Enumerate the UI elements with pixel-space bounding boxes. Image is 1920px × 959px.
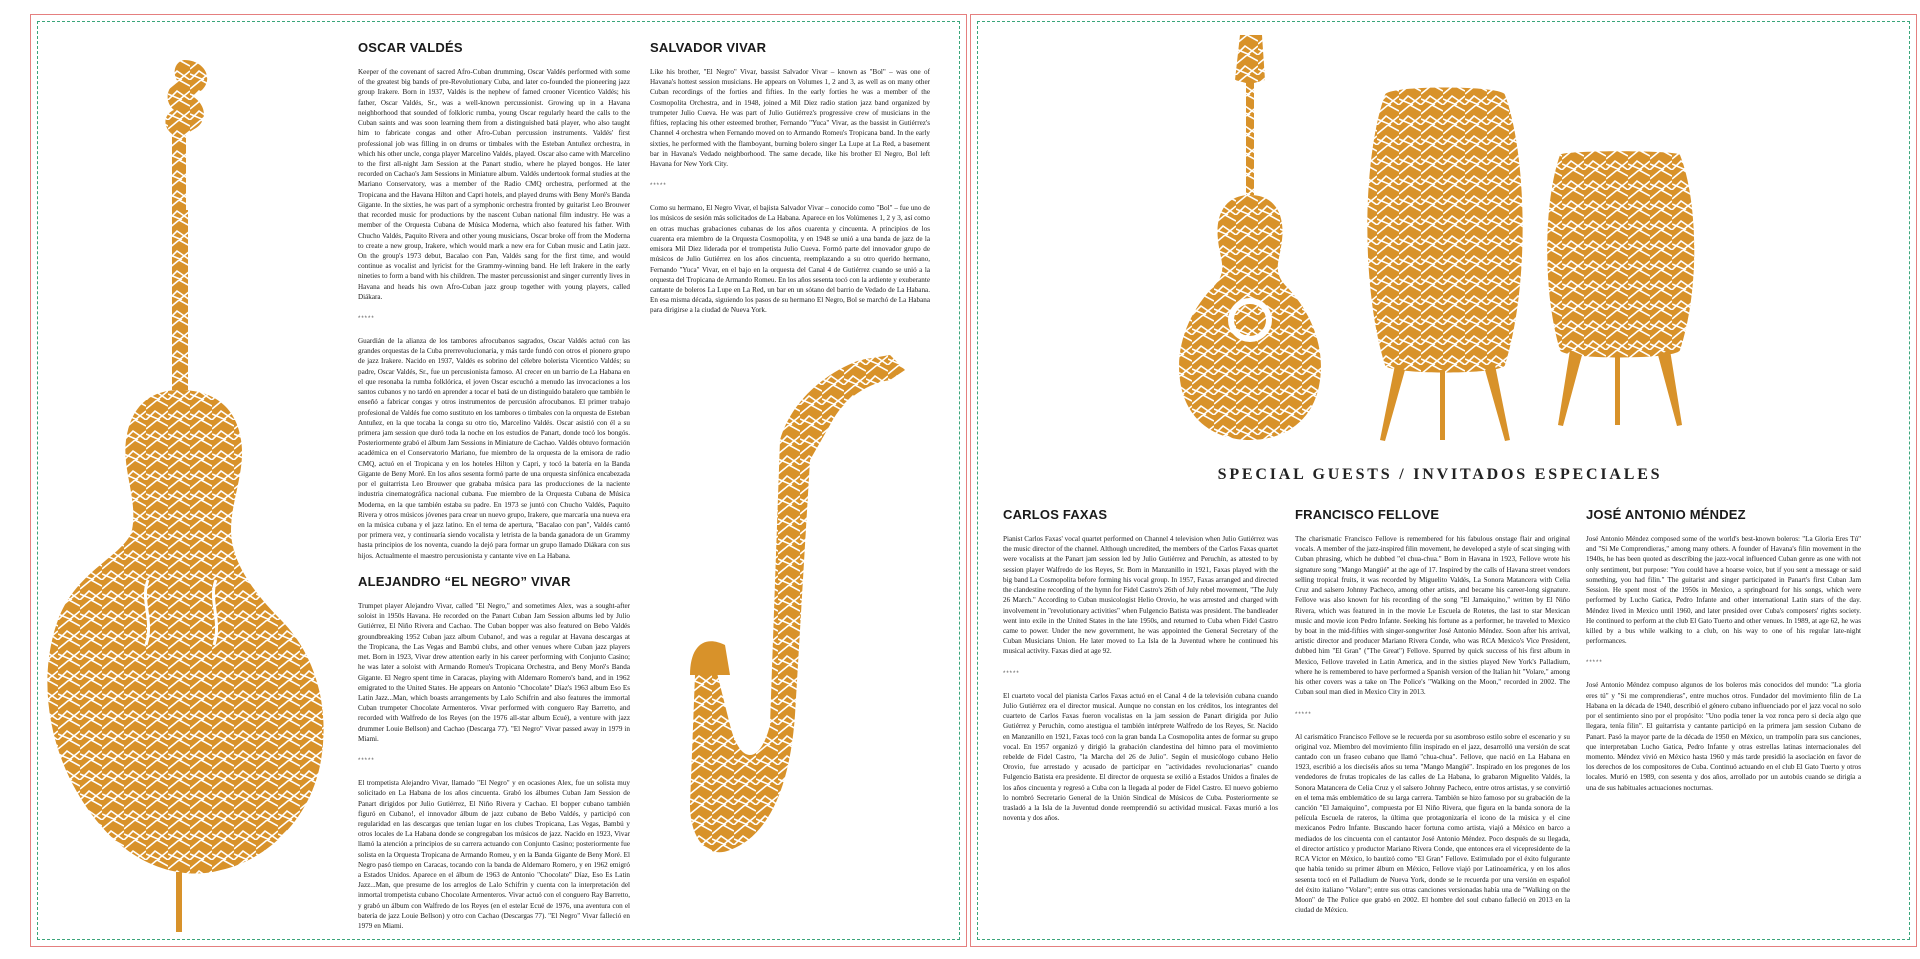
bio-title: OSCAR VALDÉS	[358, 40, 463, 55]
separator: *****	[358, 316, 375, 323]
guitar-icon	[1170, 35, 1330, 445]
separator: *****	[1003, 670, 1020, 677]
saxophone-icon	[690, 345, 915, 865]
bio-text-english: Like his brother, "El Negro" Vivar, bassist Salvador Vivar – known as "Bol" – was one of Havana's hottest session musicians. He appears on Volumes 1, 2 and 3, as well as on many other Cuban recordings of the forties and fifties. In the early forties he was a member of the Cosmopolita Orchestra, and in 1948, joined a Mil Diez radio station jazz band organized by trumpeter Julio Cueva. He was part of Julio Gutiérrez's progressive crew of musicians in the fifties, replacing his other esteemed brother, Fernando "Yuca" Vivar, as the bassist in Gutiérrez's Channel 4 orchestra when Fernando moved on to Armando Romeu's Tropicana band. In the early sixties, he performed with the flamboyant, burning bolero singer La Lupe at La Red, a basement bar in Havana's Vedado neighborhood. The same decade, like his brother El Negro, Bol left Havana for New York City.	[650, 68, 930, 168]
bio-title: FRANCISCO FELLOVE	[1295, 507, 1440, 522]
separator: *****	[1586, 660, 1603, 667]
bio-text-spanish: José Antonio Méndez compuso algunos de los boleros más conocidos del mundo: "La gloria eres tú" y "Si me comprendieras", entre muchos otros. Fundador del movimiento filin de La Habana en la década de 1940, describió el género cubano influenciado por el jazz vocal no solo por el sentimiento sino por el propósito: "Uno podía tener la voz ronca pero si decía algo que llegara, tenía filin". El guitarrista y cantante participó en la primera jam session Cubano de Panart. Pasó la mayor parte de la década de 1950 en México, un trampolín para sus canciones, que interpretaban Lucho Gatica, Pedro Infante y otras estrellas latinas internacionales del momento. Méndez vivió en México hasta 1960 y más tarde presidió la asociación en favor de los derechos de los compositores de Cuba. Continuó actuando en el club El Gato Tuerto y otros locales. Murió en 1989, con sesenta y dos años, arrollado por un autobús cuando se dirigía a una de sus habituales actuaciones nocturnas.	[1586, 681, 1861, 792]
bio-jose-antonio-mendez	[1586, 507, 1861, 793]
bio-text-english: Pianist Carlos Faxas' vocal quartet performed on Channel 4 television when Julio Gutiérrez was the music director of the channel. Although uncredited, the members of the Carlos Faxas quartet were vocalists at the Panart jam session led by Julio Gutiérrez and Peruchín, as attested to by session player Walfredo de los Reyes, Sr. Born in Manzanillo in 1921, Faxas played with the big band La Cosmopolita before forming his vocal group. In 1957, Faxas arranged and directed the clandestine recording of the hymn for Fidel Castro's 26th of July rebel movement, "The July 26 March." According to Cuban musicologist Helio Orovio, he was arrested and charged with involvement in "revolutionary activities" when Fulgencio Batista was president. The bandleader went into exile in the United States in the late 1950s, and returned to Cuba when Fidel Castro came to power. Under the new government, he was appointed the General Secretary of the Cuban Musicians Union. He later moved to La Isla de la Juventud where he continued his musical activity. Faxas died at age 92.	[1003, 535, 1278, 656]
bio-alejandro-vivar	[358, 574, 630, 931]
bio-text-english: José Antonio Méndez composed some of the world's best-known boleros: "La Gloria Eres Tú" and "Si Me Comprendieras," among many others. A founder of Havana's filin movement in the 1940s, he has been quoted as describing the jazz-vocal influenced Cuban genre as one with not only sentiment, but purpose: "You could have a hoarse voice, but if you sent a message or said something, you had filin." The guitarist and singer participated in Panart's first Cuban Jam Session. He spent most of the 1950s in Mexico, a springboard for his songs, which were performed by Lucho Gatica, Pedro Infante and other international Latin stars of the day. Méndez lived in Mexico until 1960, and later presided over Cuba's composers' rights society. He continued to perform at the club El Gato Tuerto and other venues. In 1989, at age 62, he was killed by a bus while walking to a club, on his way to one of his regular late-night performances.	[1586, 535, 1861, 646]
bio-text-english: Keeper of the covenant of sacred Afro-Cuban drumming, Oscar Valdés performed with some of the greatest big bands of pre-Revolutionary Cuba, and later co-founded the pioneering jazz group Irakere. Born in 1937, Valdés is the nephew of famed crooner Vicentico Valdés; his father, Oscar Valdés, Sr., was a well-known percussionist. Growing up in a Havana neighborhood that sounded of folkloric rumba, young Oscar regularly heard the calls to the Cuban saints and was soon learning them from a distinguished batá player, who also taught him to fabricate congas and other Afro-Cuban percussion instruments. Valdés' first professional job was filling in on drums or timbales with the Esteban Antuñez orchestra, in which his other uncle, conga player Marcelino Valdés, played. Oscar also came with Marcelino to the first all-night Jam Session at the Panart studio, where he played bongos. He later recorded on Cachao's Jam Sessions in Miniature album. Valdés undertook formal studies at the Mariano Conservatory, was a member of the Radio CMQ orchestra, performed at the Tropicana and the Havana Hilton and Capri hotels, and played drums with Beny Moré's Banda Gigante. In the sixties, he was part of a symphonic orchestra fronted by guitarist Leo Brouwer that recorded music for productions by the nascent Cuban national film industry. He was a member of the Orquesta Cubana de Música Moderna, which also featured his father. With Chucho Valdés, Paquito Rivera and other young musicians, Oscar broke off from the Moderna to create a new group, Irakere, which would mark a new era for Cuban music and Latin jazz. On the group's 1973 debut, Bacalao con Pan, Valdés sang for the first time, and would continue as vocalist and lyricist for the Grammy-winning band. He left Irakere in the early nineties to form a band with his children. The master percussionist and singer currently lives in Havana and heads his own Afro-Cuban jazz group together with young players, called Diákara.	[358, 68, 630, 301]
separator: *****	[358, 758, 375, 765]
separator: *****	[1295, 711, 1312, 718]
bio-text-spanish: Guardián de la alianza de los tambores afrocubanos sagrados, Oscar Valdés actuó con las grandes orquestas de la Cuba prerrevolucionaria, y más tarde fundó con otros el pionero grupo de jazz Irakere. Nacido en 1937, Valdés es sobrino del célebre bolerista Vicentico Valdés; su padre, Oscar Valdés, Sr., fue un percusionista famoso. Al crecer en un barrio de La Habana en el que resonaba la rumba folklórica, el joven Oscar escuchó a menudo las invocaciones a los santos cubanos y no tardó en aprender a tocar el batá de un distinguido batalero que también le enseñó a fabricar congas y otros instrumentos de percusión afrocubanos. El primer trabajo profesional de Valdés fue como sustituto en los tambores o timbales con la orquesta de Esteban Antuñez, en la que tocaba la conga su otro tío, Marcelino Valdés. Oscar asistió con él a su primera jam session que duró toda la noche en los estudios de Panart, donde tocó los bongós. Posteriormente grabó el álbum Jam Sessions in Miniature de Cachao. Valdés obtuvo formación académica en el Conservatorio Mariano, fue miembro de la orquesta de la emisora de radio CMQ, actuó en el Tropicana y en los hoteles Hilton y Capri, y tocó la batería en la Banda Gigante de Beny Moré. En los años sesenta formó parte de una orquesta sinfónica encabezada por el guitarrista Leo Brouwer que grababa música para las producciones de la naciente industria cinematográfica nacional cubana. Fue miembro de la Orquesta Cubana de Música Moderna, en la que también estaba su padre. En 1973 se juntó con Chucho Valdés, Paquito Rivera y otros músicos jóvenes para crear un nuevo grupo, Irakere, que marcaría una nueva era en la música cubana y el jazz latino. En el tema de apertura, "Bacalao con pan", Valdés cantó por primera vez, y continuaría siendo vocalista y letrista de la banda ganadora de un Grammy hasta principios de los noventa, cuando la dejó para formar un grupo llamado Diákara con sus hijos. Actualmente el maestro percusionista y cantante vive en La Habana.	[358, 337, 630, 560]
conga-drum-right-icon	[1540, 150, 1700, 430]
bio-text-spanish: Al carismático Francisco Fellove se le recuerda por su asombroso estilo sobre el escenario y su original voz. Miembro del movimiento filin inspirado en el jazz, desarrolló una versión de scat cantado con un fraseo cubano que llamó "chua-chua". Fellove, que nació en La Habana en 1923, escribió a los dieciséis años su tema "Mango Mangüé". Inspirado en los pregones de los vendedores de frutas tropicales de las calles de La Habana, lo grabaron Miguelito Valdés, la Sonora Matancera de Celia Cruz y el salsero Johnny Pacheco, entre otros artistas, y se convirtió en el tema más emblemático de su larga carrera. También se hizo famoso por su grabación de la canción "El Jamaiquino", compuesta por El Niño Rivera, que figura en la banda sonora de la película Escuela de rateros, la última que protagonizaría el icono de la música y el cine mexicanos Pedro Infante. Buscando hacer fortuna como artista, viajó a México en barco a mediados de los cincuenta con el cantautor José Antonio Méndez. Poco después de su llegada, el director artístico y productor Mariano Rivera Conde, que entonces era el vicepresidente de la RCA Víctor en México, lo bautizó como "El Gran" Fellove. Estimulado por el éxito fulgurante que había tenido su primer álbum en México, Fellove viajó por Latinoamérica, y en los años sesenta tocó en el Palladium de Nueva York, donde se le recuerda por una versión en español del éxito italiano "Volare"; entre sus otras canciones versionadas había una de "Walking on the Moon" de The Police que grabó en 2002. El hombre del soul cubano falleció en 2013 en la ciudad de México.	[1295, 732, 1570, 915]
bio-text-spanish: Como su hermano, El Negro Vivar, el bajista Salvador Vivar – conocido como "Bol" – fue uno de los músicos de sesión más solicitados de La Habana. Aparece en los Volúmenes 1, 2 y 3, así como en otras muchas grabaciones cubanas de los años cuarenta y cincuenta. A principios de los cuarenta era miembro de la Orquesta Cosmopolita, y en 1948 se unió a una banda de jazz de la emisora Mil Diez liderada por el trompetista Julio Cueva. Formó parte del innovador grupo de músicos de Julio Gutiérrez en los años cincuenta, reemplazando a su otro querido hermano, Fernando "Yuca" Vivar, en el bajo en la orquesta del Canal 4 de Gutiérrez cuando se unió a la orquesta del Tropicana de Armando Romeu. En los años sesenta tocó con la ardiente y exuberante cantante de boleros La Lupe en La Red, un bar en un sótano del barrio de Vedado de La Habana. En esa misma década, siguiendo los pasos de su hermano El Negro, Bol se marchó de La Habana para dirigirse a la ciudad de Nueva York.	[650, 204, 930, 315]
bio-text-english: The charismatic Francisco Fellove is remembered for his fabulous onstage flair and original vocals. A member of the jazz-inspired filin movement, he developed a style of scat singing with Cuban phrasing, which he dubbed "el chua-chua." Born in Havana in 1923, Fellove wrote his signature song "Mango Mangüé" at the age of 17. Inspired by the calls of Havana street vendors selling tropical fruits, it was recorded by Miguelito Valdés, La Sonora Matancera with Celia Cruz and salsero Johnny Pacheco, among other artists, and became his career-long signature. Fellove was also known for his recording of the song "El Jamaiquino," written by El Niño Rivera, which was featured in in the movie Le Escuela de Rotetes, the last to star Mexican music and movie icon Pedro Infante. Seeking his fortune as a performer, he traveled to Mexico by boat in the mid-fifties with singer-songwriter José Antonio Méndez. Soon after his arrival, artistic director and producer Mariano Rivera Conde, who was RCA Mexico's Vice President, dubbed him "El Gran" ("The Great") Fellove. Spurred by quick success of his first album in Mexico, Fellove traveled in Latin America, and in the sixties played New York's Palladium, where he is remembered to have performed a Spanish version of the Italian hit "Volare," among his other covers was a take on The Police's "Walking on the Moon," recorded in 2002. The Cuban soul man died in Mexico City in 2013.	[1295, 535, 1570, 697]
bio-text-spanish: El trompetista Alejandro Vivar, llamado "El Negro" y en ocasiones Alex, fue un solista muy solicitado en La Habana de los años cincuenta. Grabó los álbumes Cuban Jam Session de Panart dirigidos por Julio Gutiérrez, El Niño Rivera y Cachao. El bopper cubano también figuró en Cubano!, el innovador álbum de jazz cubano de Bebo Valdés, y participó con regularidad en las descargas que tenían lugar en los clubes Tropicana, Las Vegas, Bambú y otros locales de La Habana donde se congregaban los músicos de jazz. Nacido en 1923, Vivar llamó la atención a principios de su carrera actuando con Conjunto Casino; posteriormente fue solista en la Orquesta Tropicana de Armando Romeu, y en la Banda Gigante de Beny Moré. El Negro pasó tiempo en Caracas, tocando con la banda de Aldemaro Romero, y en 1962 emigró a Estados Unidos. Aparece en el álbum de 1963 de Antonio "Chocolate" Díaz, Eso Es Latin Jazz...Man, que presume de los arreglos de Lalo Schifrin y cuenta con la interpretación del inmortal trompetista cubano Chocolate Armenteros. Vivar actuó con el conguero Ray Barretto, y grabó un álbum con Walfredo de los Reyes (en el estelar Ecué de 1976, una aventura con el batería de jazz Louie Bellson) y otro con Cachao (Descargas 77). "El Negro" Vivar falleció en 1979 en Miami.	[358, 779, 630, 931]
bio-francisco-fellove	[1295, 507, 1570, 915]
separator: *****	[650, 183, 667, 190]
bio-salvador-vivar	[650, 40, 930, 316]
bio-carlos-faxas	[1003, 507, 1278, 823]
bio-title: JOSÉ ANTONIO MÉNDEZ	[1586, 507, 1746, 522]
bio-oscar-valdes	[358, 40, 630, 561]
bio-title: CARLOS FAXAS	[1003, 507, 1108, 522]
special-guests-heading: SPECIAL GUESTS / INVITADOS ESPECIALES	[1217, 466, 1663, 483]
bio-title: SALVADOR VIVAR	[650, 40, 767, 55]
bio-text-english: Trumpet player Alejandro Vivar, called "El Negro," and sometimes Alex, was a sought-after soloist in 1950s Havana. He recorded on the Panart Cuban Jam Session albums led by Julio Gutiérrez, El Niño Rivera and Cachao. The Cuban bopper was also featured on Bebo Valdés groundbreaking 1952 Cuban jazz album Cubano!, and was a regular at Havana descargas at the Tropicana, the Las Vegas and Bambú clubs, and other venues where Cuban jazz players met. Born in 1923, Vivar drew attention early in his career performing with Conjunto Casino; he was later a soloist with Armando Romeu's Tropicana Orchestra, and Beny Moré's Banda Gigante. El Negro spent time in Caracas, playing with Aldemaro Romero's band, and in 1962 emigrated to the United States. He appears on Antonio "Chocolate" Díaz's 1963 album Eso Es Latin Jazz...Man, which boasts arrangements by Lalo Schifrin and also features the immortal Cuban trumpeter Chocolate Armenteros. Vivar performed with conguero Ray Barretto, and recorded with Walfredo de los Reyes (on the 1976 all-star album Ecué), a venture with jazz drummer Louie Bellson) and Cachao (Descarga 77). "El Negro" Vivar passed away in 1979 in Miami.	[358, 602, 630, 743]
conga-drum-left-icon	[1355, 85, 1535, 445]
bio-text-spanish: El cuarteto vocal del pianista Carlos Faxas actuó en el Canal 4 de la televisión cubana cuando Julio Gutiérrez era el director musical. Aunque no constan en los créditos, los integrantes del cuarteto de Carlos Faxas fueron vocalistas en la jam session de Panart dirigida por Julio Gutiérrez y Peruchín, como atestigua el también intérprete Walfredo de los Reyes, Sr. Nacido en Manzanillo en 1921, Faxas tocó con la gran banda La Cosmopolita antes de formar su grupo vocal. En 1957 organizó y dirigió la grabación clandestina del himno para el movimiento rebelde de Fidel Castro, "la Marcha del 26 de Julio". Según el musicólogo cubano Helio Orovio, fue arrestado y acusado de participar en "actividades revolucionarias" cuando Fulgencio Batista era presidente. El director de orquesta se exilió a Estados Unidos a finales de los años cincuenta y regresó a Cuba con la llegada al poder de Fidel Castro. El nuevo gobierno lo nombró Secretario General de la Unión Sindical de Músicos de Cuba. Posteriormente se trasladó a la Isla de la Juventud donde reemprendió su actividad musical. Faxas murió a los noventa y dos años.	[1003, 691, 1278, 823]
double-bass-icon	[36, 60, 336, 940]
bio-title: ALEJANDRO “EL NEGRO” VIVAR	[358, 574, 571, 589]
